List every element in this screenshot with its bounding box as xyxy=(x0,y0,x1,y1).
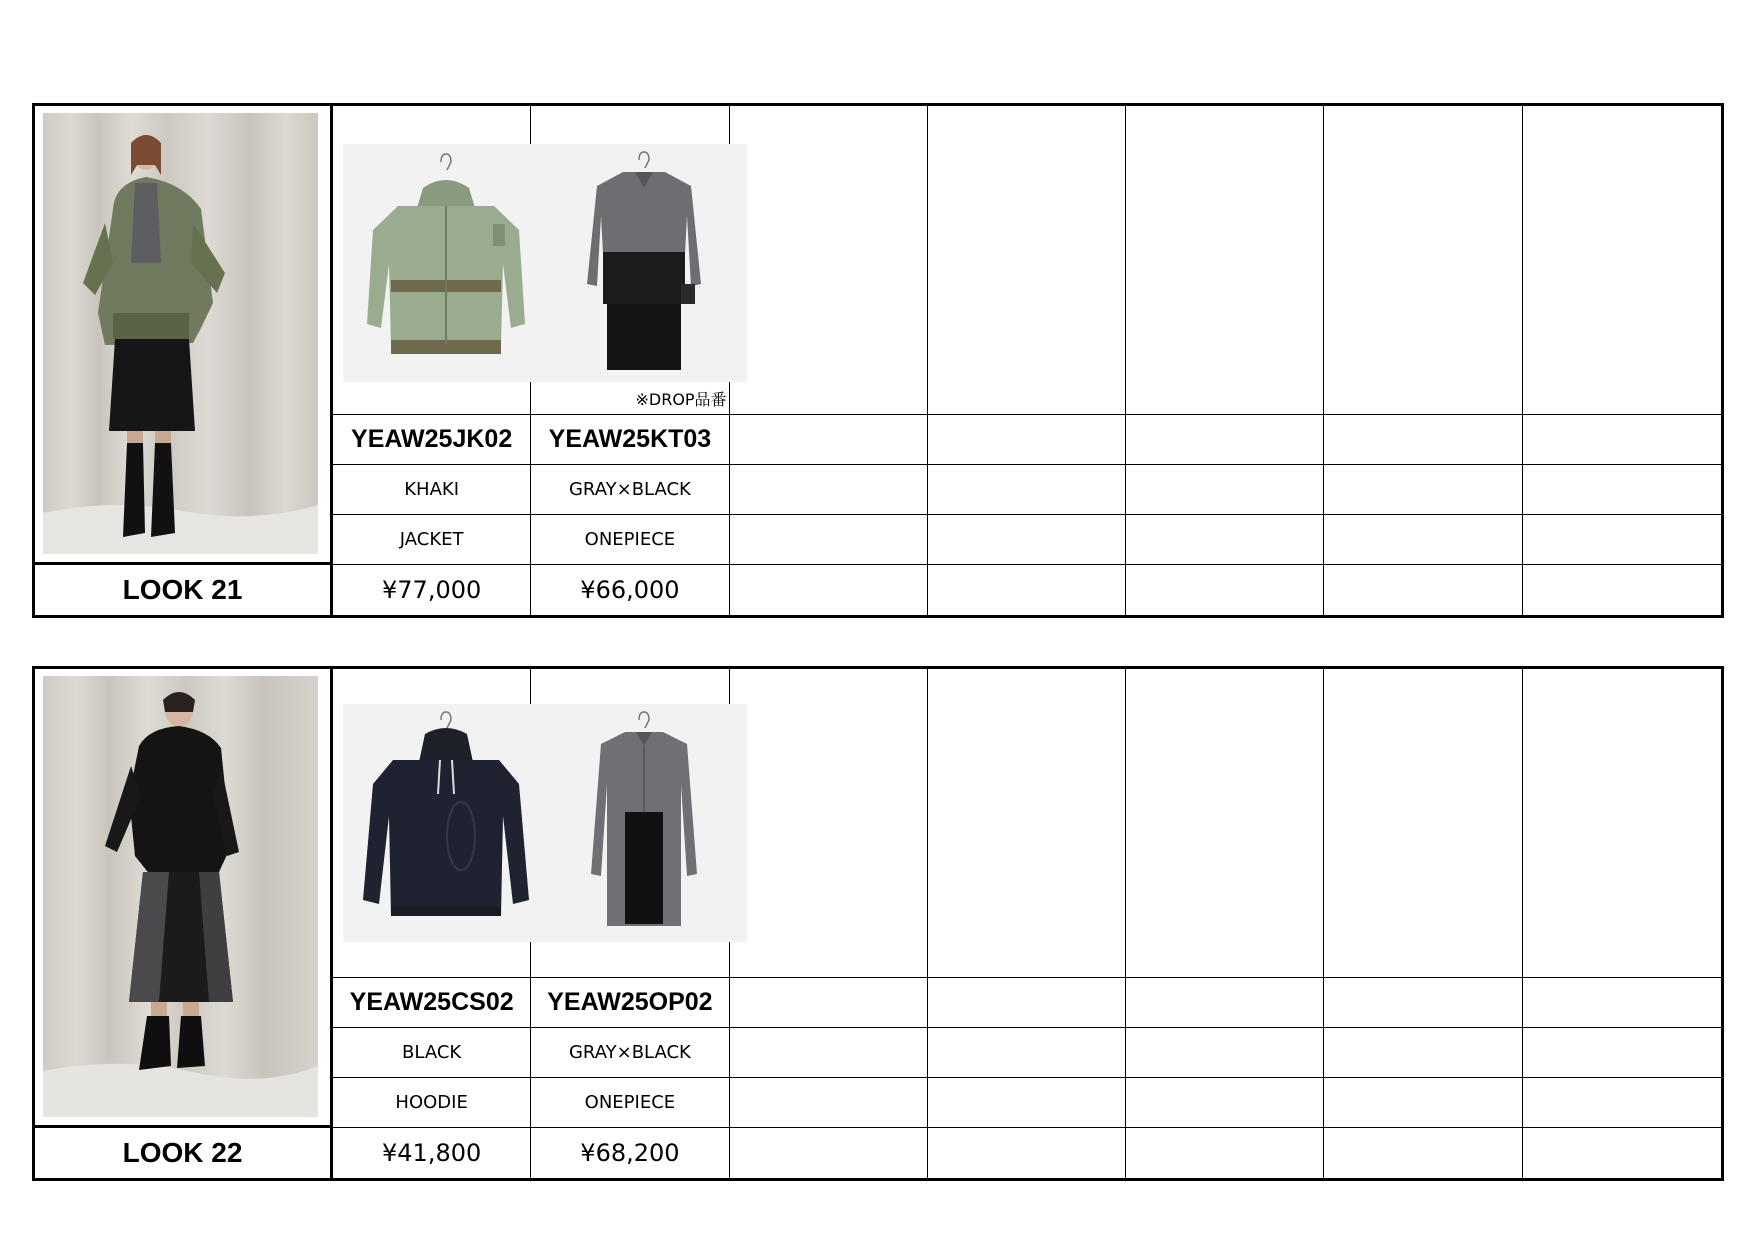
product-color xyxy=(531,465,729,515)
empty-cell xyxy=(1324,1078,1522,1128)
product-price-text: ¥41,800 xyxy=(382,1139,482,1167)
empty-cell xyxy=(730,106,928,415)
empty-cell xyxy=(730,1028,928,1078)
look-label: LOOK 22 xyxy=(122,1137,243,1168)
model-photo-cell xyxy=(35,106,333,565)
model-photo-cell xyxy=(35,669,333,1128)
product-price-text: ¥77,000 xyxy=(382,576,482,604)
onepiece-product-photo xyxy=(541,144,747,382)
product-photo-cell xyxy=(333,106,531,415)
look-label: LOOK 21 xyxy=(122,574,243,605)
empty-cell xyxy=(1324,978,1522,1028)
empty-cell xyxy=(730,978,928,1028)
look-21-model-photo xyxy=(43,113,318,554)
empty-cell xyxy=(1126,669,1324,978)
empty-cell xyxy=(730,1128,928,1178)
look-label-cell xyxy=(35,1128,333,1178)
product-category xyxy=(333,1078,531,1128)
look-22-model-photo xyxy=(43,676,318,1117)
product-color xyxy=(333,465,531,515)
product-code-text: YEAW25OP02 xyxy=(547,988,713,1016)
empty-cell xyxy=(928,565,1126,615)
product-category-text: ONEPIECE xyxy=(584,529,676,550)
empty-cell xyxy=(928,515,1126,565)
product-photo-cell xyxy=(333,669,531,978)
empty-cell xyxy=(928,1078,1126,1128)
empty-cell xyxy=(1324,1028,1522,1078)
product-code-text: YEAW25CS02 xyxy=(349,988,514,1016)
empty-cell xyxy=(730,515,928,565)
empty-cell xyxy=(1523,106,1721,415)
product-color xyxy=(531,1028,729,1078)
empty-cell xyxy=(1126,515,1324,565)
product-code xyxy=(333,415,531,465)
empty-cell xyxy=(1324,565,1522,615)
product-price-text: ¥66,000 xyxy=(580,576,680,604)
empty-cell xyxy=(1523,565,1721,615)
onepiece-product-photo xyxy=(541,704,747,942)
product-price-text: ¥68,200 xyxy=(580,1139,680,1167)
empty-cell xyxy=(1523,1078,1721,1128)
product-price xyxy=(531,1128,729,1178)
product-photo-cell xyxy=(531,669,729,978)
empty-cell xyxy=(1126,106,1324,415)
empty-cell xyxy=(1523,669,1721,978)
product-price xyxy=(333,565,531,615)
empty-cell xyxy=(1126,1028,1324,1078)
empty-cell xyxy=(1523,515,1721,565)
empty-cell xyxy=(1324,106,1522,415)
product-code-text: YEAW25JK02 xyxy=(351,425,513,453)
empty-cell xyxy=(1324,465,1522,515)
look-21-table xyxy=(32,103,1724,618)
product-code-text: YEAW25KT03 xyxy=(548,425,712,453)
empty-cell xyxy=(1126,415,1324,465)
product-category-text: HOODIE xyxy=(395,1092,468,1113)
empty-cell xyxy=(1523,1028,1721,1078)
empty-cell xyxy=(928,106,1126,415)
product-color xyxy=(333,1028,531,1078)
empty-cell xyxy=(1523,1128,1721,1178)
empty-cell xyxy=(928,978,1126,1028)
product-price xyxy=(531,565,729,615)
empty-cell xyxy=(1324,1128,1522,1178)
empty-cell xyxy=(730,565,928,615)
jacket-product-photo xyxy=(343,144,549,382)
product-code xyxy=(531,415,729,465)
look-22-table xyxy=(32,666,1724,1181)
product-category-text: ONEPIECE xyxy=(584,1092,676,1113)
product-color-text: GRAY×BLACK xyxy=(568,479,691,500)
empty-cell xyxy=(928,1128,1126,1178)
product-price xyxy=(333,1128,531,1178)
empty-cell xyxy=(928,415,1126,465)
empty-cell xyxy=(1126,978,1324,1028)
empty-cell xyxy=(730,415,928,465)
drop-note: ※DROP品番 xyxy=(635,390,727,409)
product-category xyxy=(531,1078,729,1128)
empty-cell xyxy=(1126,1078,1324,1128)
product-category xyxy=(531,515,729,565)
empty-cell xyxy=(1126,565,1324,615)
empty-cell xyxy=(1324,415,1522,465)
empty-cell xyxy=(1523,978,1721,1028)
empty-cell xyxy=(1324,515,1522,565)
empty-cell xyxy=(928,669,1126,978)
product-code xyxy=(531,978,729,1028)
empty-cell xyxy=(1324,669,1522,978)
empty-cell xyxy=(1523,465,1721,515)
empty-cell xyxy=(730,1078,928,1128)
empty-cell xyxy=(1126,1128,1324,1178)
look-label-cell xyxy=(35,565,333,615)
product-color-text: GRAY×BLACK xyxy=(568,1042,691,1063)
product-category xyxy=(333,515,531,565)
empty-cell xyxy=(730,669,928,978)
empty-cell xyxy=(928,1028,1126,1078)
product-code xyxy=(333,978,531,1028)
hoodie-product-photo xyxy=(343,704,549,942)
empty-cell xyxy=(928,465,1126,515)
product-photo-cell xyxy=(531,106,729,415)
empty-cell xyxy=(1126,465,1324,515)
empty-cell xyxy=(1523,415,1721,465)
product-color-text: BLACK xyxy=(402,1042,462,1063)
product-color-text: KHAKI xyxy=(404,479,460,500)
empty-cell xyxy=(730,465,928,515)
product-category-text: JACKET xyxy=(399,529,464,550)
